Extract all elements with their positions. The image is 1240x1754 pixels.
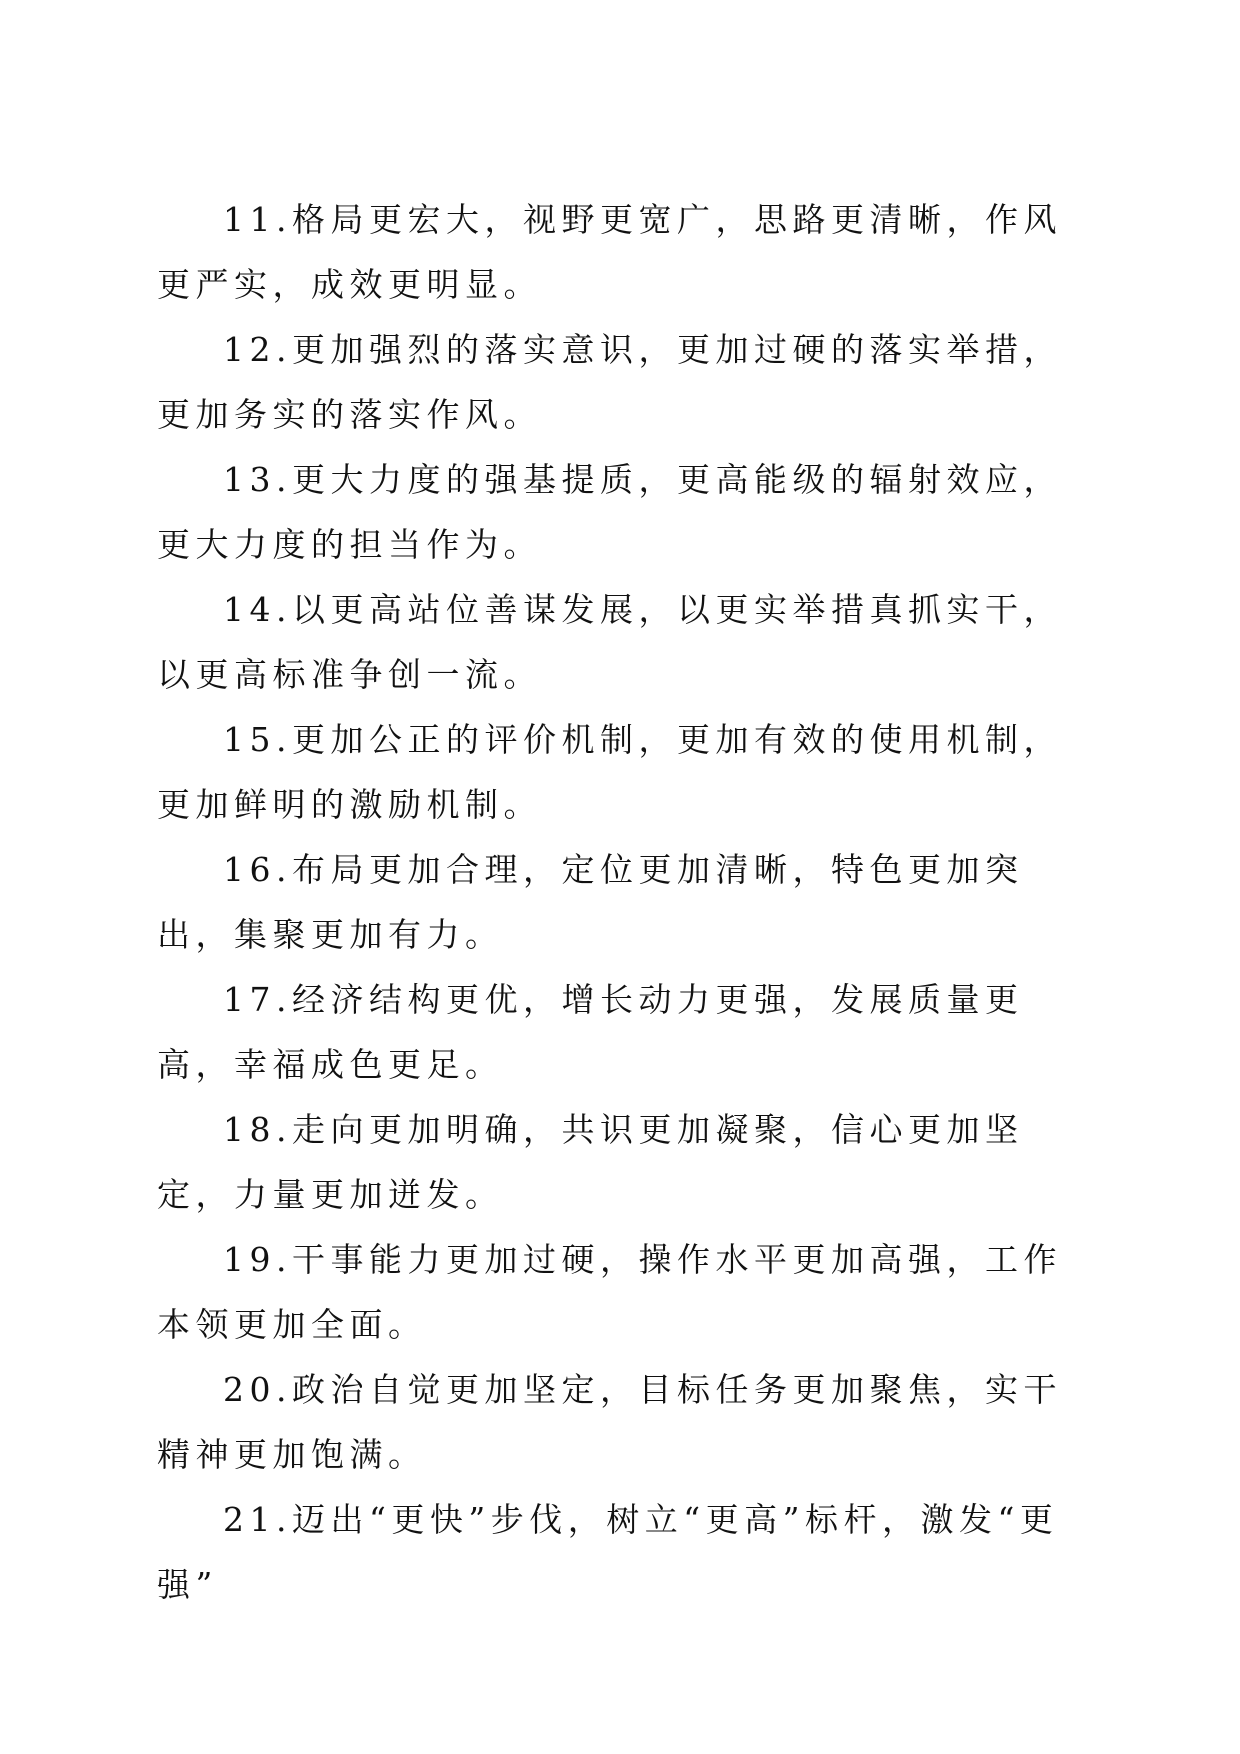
paragraph-15: 15.更加公正的评价机制，更加有效的使用机制，更加鲜明的激励机制。 <box>157 720 1062 824</box>
paragraph-11: 11.格局更宏大，视野更宽广，思路更清晰，作风更严实，成效更明显。 <box>157 200 1062 304</box>
paragraph-13: 13.更大力度的强基提质，更高能级的辐射效应，更大力度的担当作为。 <box>157 460 1062 564</box>
paragraph-18: 18.走向更加明确，共识更加凝聚，信心更加坚定，力量更加迸发。 <box>157 1110 1024 1214</box>
paragraph-16: 16.布局更加合理，定位更加清晰，特色更加突出，集聚更加有力。 <box>157 850 1024 954</box>
document-body <box>157 187 1074 1617</box>
paragraph-20: 20.政治自觉更加坚定，目标任务更加聚焦，实干精神更加饱满。 <box>157 1370 1062 1474</box>
paragraph-19: 19.干事能力更加过硬，操作水平更加高强，工作本领更加全面。 <box>157 1240 1062 1344</box>
paragraph-21: 21.迈出“更快”步伐，树立“更高”标杆，激发“更强” <box>157 1500 1059 1604</box>
paragraph-12: 12.更加强烈的落实意识，更加过硬的落实举措，更加务实的落实作风。 <box>157 330 1062 434</box>
paragraph-14: 14.以更高站位善谋发展，以更实举措真抓实干，以更高标准争创一流。 <box>157 590 1062 694</box>
paragraph-17: 17.经济结构更优，增长动力更强，发展质量更高，幸福成色更足。 <box>157 980 1024 1084</box>
